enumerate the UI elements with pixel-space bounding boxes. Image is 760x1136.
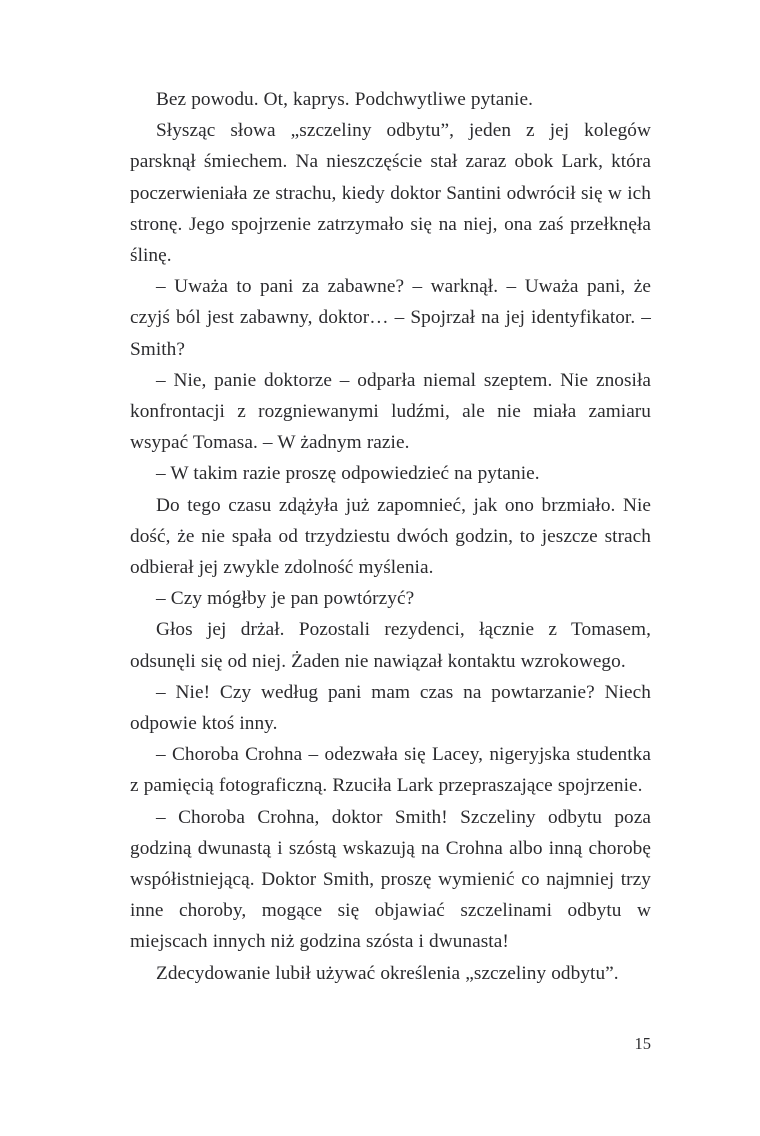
page-text-block: [130, 84, 651, 989]
paragraph: Głos jej drżał. Pozostali rezydenci, łącznie z Tomasem, odsunęli się od niej. Żaden nie nawiązał kontaktu wzrokowego.: [130, 619, 651, 672]
paragraph: – Uważa to pani za zabawne? – warknął. – Uważa pani, że czyjś ból jest zabawny, doktor… – Spojrzał na jej identyfikator. – Smith?: [130, 276, 651, 360]
paragraph: Zdecydowanie lubił używać określenia „szczeliny odbytu”.: [156, 962, 619, 984]
paragraph: Bez powodu. Ot, kaprys. Podchwytliwe pytanie.: [156, 89, 533, 110]
paragraph: Słysząc słowa „szczeliny odbytu”, jeden z jej kolegów parsknął śmiechem. Na nieszczęście stał zaraz obok Lark, która poczerwieniała ze strachu, kiedy doktor Santini odwrócił się w ich stronę. Jego spojrzenie zatrzymało się na niej, ona zaś przełknęła ślinę.: [130, 120, 651, 267]
paragraph: – Nie! Czy według pani mam czas na powtarzanie? Niech odpowie ktoś inny.: [130, 681, 651, 735]
paragraph: – W takim razie proszę odpowiedzieć na pytanie.: [156, 463, 540, 485]
page-number: 15: [634, 1034, 651, 1053]
paragraph: – Nie, panie doktorze – odparła niemal szeptem. Nie znosiła konfrontacji z rozgniewanymi ludźmi, ale nie miała zamiaru wsypać Tomasa. – W żadnym razie.: [130, 369, 651, 454]
paragraph: – Choroba Crohna, doktor Smith! Szczeliny odbytu poza godziną dwunastą i szóstą wskazują na Crohna albo inną chorobę współistniejącą. Doktor Smith, proszę wymienić co najmniej trzy inne choroby, mogące się objawiać szczelinami odbytu w miejscach innych niż godzina szósta i dwunasta!: [130, 806, 651, 953]
paragraph: Do tego czasu zdążyła już zapomnieć, jak ono brzmiało. Nie dość, że nie spała od trzydziestu dwóch godzin, to jeszcze strach odbierał jej zwykle zdolność myślenia.: [130, 494, 651, 579]
paragraph: – Choroba Crohna – odezwała się Lacey, nigeryjska studentka z pamięcią fotograficzną. Rzuciła Lark przepraszające spojrzenie.: [130, 744, 651, 797]
paragraph: – Czy mógłby je pan powtórzyć?: [156, 588, 415, 610]
